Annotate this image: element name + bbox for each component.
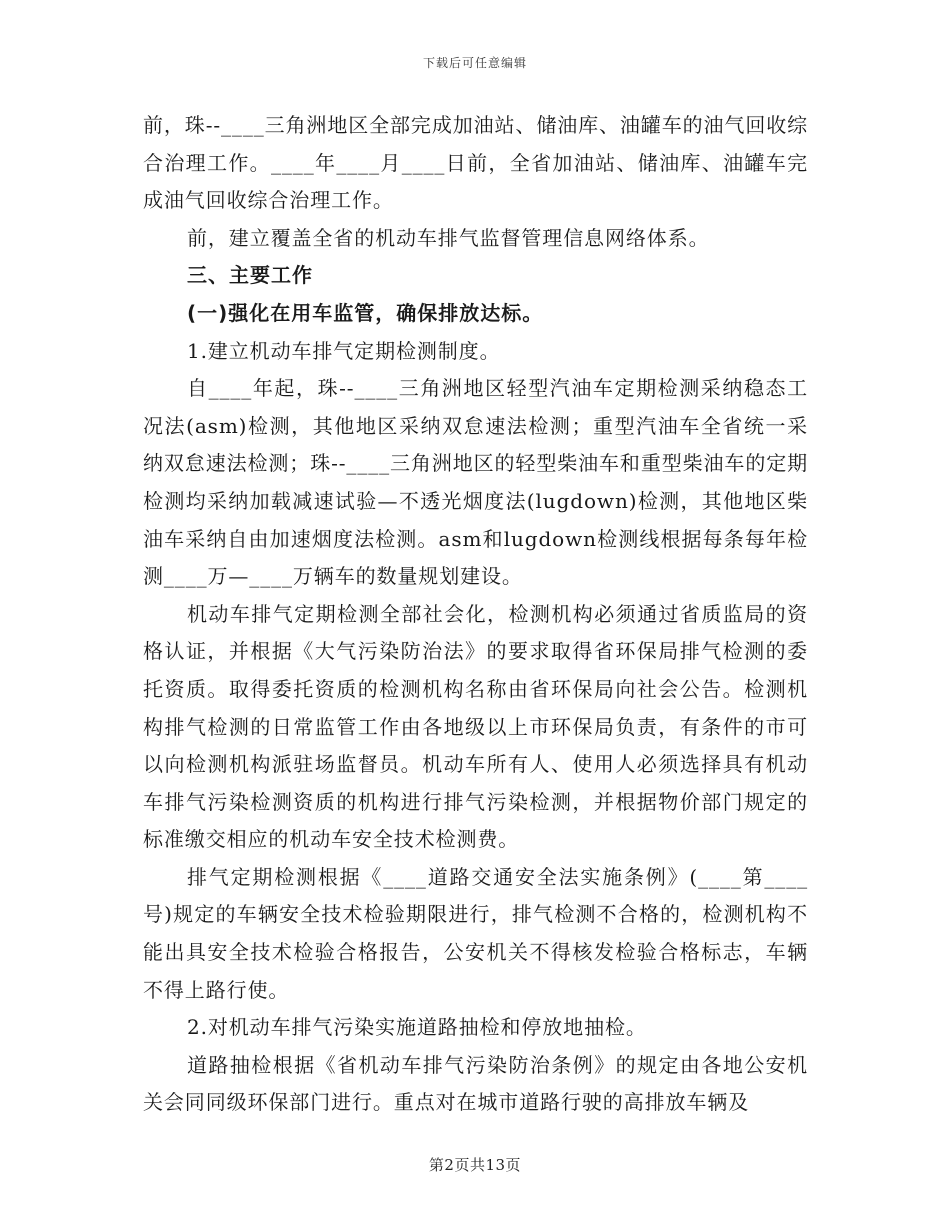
paragraph-2: 前，建立覆盖全省的机动车排气监督管理信息网络体系。	[187, 225, 710, 250]
paragraph-3: 自____年起，珠--____三角洲地区轻型汽油车定期检测采纳稳态工况法(asm)检测，其他地区采纳双怠速法检测；重型汽油车全省统一采纳双怠速法检测；珠--____三角洲地区的轻型柴油车和重型柴油车的定期检测均采纳加载减速试验—不透光烟度法(lugdown)检测，其他地区柴油车采纳自由加速烟度法检测。asm和lugdown检测线根据每条每年检测____万—____万辆车的数量规划建设。	[143, 376, 809, 589]
paragraph-5: 排气定期检测根据《____道路交通安全法实施条例》(____第____号)规定的车辆安全技术检验期限进行，排气检测不合格的，检测机构不能出具安全技术检验合格报告，公安机关不得核发检验合格标志，车辆不得上路行使。	[143, 864, 808, 1002]
section-heading-main-work: 三、主要工作	[187, 263, 313, 288]
download-note: 下载后可任意编辑	[422, 56, 527, 70]
document-body	[143, 107, 808, 1122]
page-number: 第2页共13页	[428, 1156, 522, 1174]
paragraph-6: 道路抽检根据《省机动车排气污染防治条例》的规定由各地公安机关会同同级环保部门进行。重点对在城市道路行驶的高排放车辆及	[143, 1052, 808, 1115]
paragraph-4: 机动车排气定期检测全部社会化，检测机构必须通过省质监局的资格认证，并根据《大气污染防治法》的要求取得省环保局排气检测的委托资质。取得委托资质的检测机构名称由省环保局向社会公告。检测机构排气检测的日常监管工作由各地级以上市环保局负责，有条件的市可以向检测机构派驻场监督员。机动车所有人、使用人必须选择具有机动车排气污染检测资质的机构进行排气污染检测，并根据物价部门规定的标准缴交相应的机动车安全技术检测费。	[143, 601, 808, 852]
item-heading-1: 1.建立机动车排气定期检测制度。	[187, 338, 501, 363]
subsection-heading-1: (一)强化在用车监管，确保排放达标。	[187, 300, 544, 325]
item-heading-2: 2.对机动车排气污染实施道路抽检和停放地抽检。	[187, 1015, 647, 1040]
paragraph-1: 前，珠--____三角洲地区全部完成加油站、储油库、油罐车的油气回收综合治理工作。____年____月____日前，全省加油站、储油库、油罐车完成油气回收综合治理工作。	[143, 113, 809, 213]
